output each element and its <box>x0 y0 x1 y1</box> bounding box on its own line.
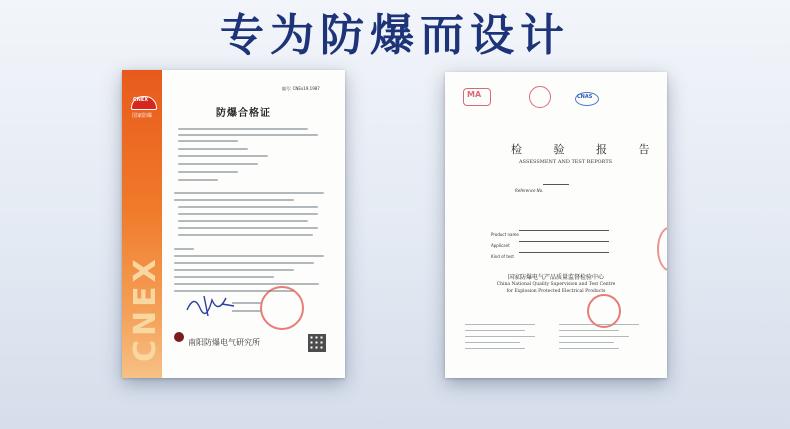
certificate-title: 防爆合格证 <box>216 108 271 119</box>
institute-seal-icon <box>174 332 184 342</box>
test-centre-cn: 国家防爆电气产品质量监督检验中心 <box>507 274 604 281</box>
issuing-institute: 南阳防爆电气研究所 <box>188 338 260 347</box>
product-line <box>519 230 609 231</box>
cnex-logo-text: CNEX <box>133 97 149 103</box>
report-title: 检 验 报 告 <box>511 143 664 156</box>
certificate-number: 编号: CNEx19.1987 <box>282 86 320 91</box>
official-stamp-icon <box>260 286 304 330</box>
kind-label: Kind of test <box>491 254 514 259</box>
applicant-label: Applicant <box>491 243 510 248</box>
accreditation-mark-icon <box>529 86 551 108</box>
report-no-line <box>543 184 569 185</box>
test-centre-en-2: for Explosion Protected Electrical Products <box>506 289 606 294</box>
sign-date-line <box>232 310 262 312</box>
applicant-line <box>519 241 609 242</box>
test-report <box>445 72 667 378</box>
test-centre-en-1: China National Quality Supervision and Test Centre <box>496 282 616 287</box>
edge-stamp-icon <box>657 227 667 271</box>
product-label: Product name <box>491 232 519 237</box>
cnas-mark-text: CNAS <box>577 94 593 100</box>
explosion-proof-certificate <box>122 70 345 378</box>
side-watermark: CNEX <box>128 255 163 362</box>
report-title-en: ASSESSMENT AND TEST REPORTS <box>519 159 613 165</box>
report-stamp-icon <box>587 294 621 328</box>
brand-caption: 国家防爆 <box>132 113 153 119</box>
report-no-label: Reference No. <box>515 188 544 193</box>
signature-icon <box>182 290 242 320</box>
kind-line <box>519 252 609 253</box>
ma-mark-text: MA <box>467 90 482 99</box>
sign-date-line <box>232 302 262 304</box>
qr-code-icon <box>308 334 326 352</box>
page-headline: 专为防爆而设计 <box>220 10 570 61</box>
